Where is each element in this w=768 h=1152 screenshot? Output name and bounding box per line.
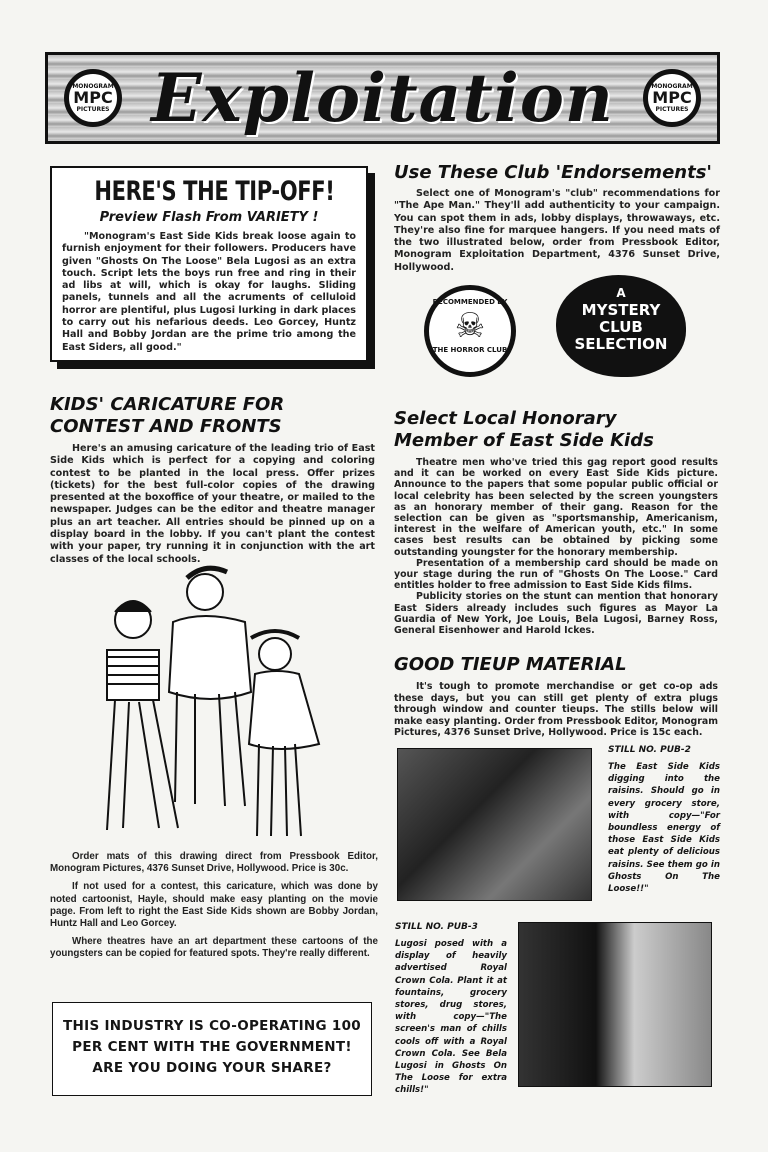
caricature-body — [50, 443, 375, 566]
caricature-drawing — [95, 562, 330, 847]
exploitation-banner — [45, 52, 720, 144]
club-body — [394, 188, 720, 274]
honorary-text: Theatre men who've tried this gag report good results and it can be worked on every East Side Kids picture. Announce to the papers that some popular public official or local celebrity has been selected by the screen youngsters as an honorary member of their gang. Reason for the selection can be given as "sportsmanship, Americanism, interest in the welfare of American youth, etc." In some cases best results can be obtained by picking some outstanding youngster for the honorary membership. — [394, 457, 718, 558]
still-pub-2-caption — [608, 745, 720, 895]
caricature-heading-1: KIDS' CARICATURE FOR — [50, 394, 285, 415]
mystery-text: MYSTERY — [581, 301, 661, 319]
honorary-section — [394, 408, 718, 636]
monogram-logo-left — [64, 69, 122, 127]
order-text: Order mats of this drawing direct from Pressbook Editor, Monogram Pictures, 4376 Sunset Drive, Hollywood. Price is 30c. — [50, 851, 378, 875]
contest-text: If not used for a contest, this caricature, which was done by noted cartoonist, Hayle, should make easy planting on the movie page. From left to right the East Side Kids shown are Bobby Jordan, Huntz Hall and Leo Gorcey. — [50, 881, 378, 930]
tipoff-heading: HERE'S THE TIP-OFF! — [94, 176, 335, 207]
mystery-text: A — [616, 286, 626, 300]
notice-line: PER CENT WITH THE GOVERNMENT! — [72, 1039, 352, 1055]
caricature-section — [50, 394, 375, 566]
tieup-section — [394, 654, 718, 739]
notice-line: ARE YOU DOING YOUR SHARE? — [92, 1060, 332, 1076]
club-heading: Use These Club 'Endorsements' — [394, 162, 712, 183]
mystery-text: SELECTION — [574, 335, 668, 353]
logo-text: MONOGRAM — [72, 83, 114, 90]
tieup-body — [394, 681, 718, 739]
tipoff-subheading: Preview Flash From VARIETY ! — [99, 210, 319, 225]
still-caption: The East Side Kids digging into the raisins. Should go in every grocery store, with copy—"For boundless energy of those East Side Kids eat plenty of delicious raisins. See them go in Ghosts On The Loose!!" — [608, 762, 720, 895]
monogram-logo-right — [643, 69, 701, 127]
caricature-text: Here's an amusing caricature of the leading trio of East Side Kids which is perfect for a copying and coloring contest to be planted in the local press. Offer prizes (tickets) for the best full-color copies of the drawing presented at the boxoffice of your theatre, or mailed to the newspaper. Judges can be the editor and theatre manager plus an art teacher. All entries should be pinned up on a display board in the lobby. If you can't plant the contest with your paper, try running it in conjunction with the art classes of the local schools. — [50, 443, 375, 565]
war-effort-notice — [52, 1002, 372, 1096]
art-text: Where theatres have an art department these cartoons of the youngsters can be copied for featured spots. They're really different. — [50, 936, 378, 960]
honorary-text: Presentation of a membership card should be made on your stage during the run of "Ghosts On The Loose." Card entitles holder to free admission to East Side Kids films. — [394, 557, 718, 592]
honorary-p1 — [394, 457, 718, 558]
skull-icon: ☠ — [454, 306, 486, 346]
still-pub-3-photo — [518, 922, 712, 1087]
still-label: STILL NO. PUB-3 — [395, 922, 478, 932]
honorary-p2 — [394, 558, 718, 592]
still-label: STILL NO. PUB-2 — [608, 745, 691, 755]
caricature-heading-2: CONTEST AND FRONTS — [50, 416, 282, 437]
tipoff-text: "Monogram's East Side Kids break loose again to furnish enjoyment for their followers. Producers have given "Ghosts On The Loose" Bela Lugosi as an extra touch. Script lets the boys run free and ring in their ad libs at will, which is okay for laughs. Sliding panels, tunnels and all the acruments of celluloid horror are plentiful, plus Lugosi lurking in dark places to carry out his nefarious deeds. Leo Gorcey, Huntz Hall and Bobby Jordan are the prime trio among the East Siders, all good." — [62, 231, 356, 353]
logo-text: PICTURES — [655, 106, 689, 113]
logo-text: PICTURES — [76, 106, 110, 113]
logo-text: MONOGRAM — [651, 83, 693, 90]
club-section — [394, 162, 720, 274]
mystery-text: CLUB — [599, 318, 643, 336]
mystery-club-badge — [556, 275, 686, 377]
figure-middle — [169, 568, 251, 806]
club-text: Select one of Monogram's "club" recommendations for "The Ape Man." They'll add authenticity to your campaign. You can spot them in ads, lobby displays, throwaways, etc. They're also fine for marquee hangers. If you need mats of the two illustrated below, order from Pressbook Editor, Monogram Exploitation Department, 4376 Sunset Drive, Hollywood. — [394, 188, 720, 273]
horror-club-badge — [424, 285, 516, 377]
tieup-text: It's tough to promote merchandise or get co-op ads these days, but you can still get plenty of extra plugs through window and counter tieups. The stills below will make easy planting. Order from Pressbook Editor, Monogram Pictures, 4376 Sunset Drive, Hollywood. Price is 15c each. — [394, 681, 718, 739]
notice-line: THIS INDUSTRY IS CO-OPERATING 100 — [63, 1018, 361, 1034]
honorary-p3 — [394, 591, 718, 636]
art-paragraph — [50, 936, 378, 960]
tipoff-body — [62, 231, 356, 354]
logo-mark: MPC — [652, 88, 692, 107]
order-paragraph — [50, 851, 378, 875]
honorary-heading-2: Member of East Side Kids — [394, 430, 654, 451]
tieup-heading: GOOD TIEUP MATERIAL — [394, 654, 627, 675]
logo-mark: MPC — [73, 88, 113, 107]
figure-right — [249, 631, 319, 836]
figure-left — [107, 601, 178, 830]
horror-club-top: RECOMMENDED BY — [432, 298, 508, 306]
tipoff-box — [50, 166, 368, 362]
still-pub-3-caption — [395, 922, 507, 1097]
caricature-notes — [50, 851, 378, 961]
still-caption: Lugosi posed with a display of heavily advertised Royal Crown Cola. Plant it at fountains, grocery stores, drug stores, with copy—"The screen's man of chills cools off with a Royal Crown Cola. See Bela Lugosi in Ghosts On The Loose for extra chills!" — [395, 939, 507, 1096]
still-pub-2-photo — [397, 748, 592, 901]
contest-paragraph — [50, 881, 378, 930]
honorary-text: Publicity stories on the stunt can mention that honorary East Siders already includes such figures as Mayor La Guardia of New York, Joe Louis, Bela Lugosi, Barney Ross, General Eisenhower and Harold Ickes. — [394, 591, 718, 637]
honorary-heading-1: Select Local Honorary — [394, 408, 617, 429]
horror-club-bottom: THE HORROR CLUB — [432, 346, 508, 354]
banner-title: Exploitation — [151, 59, 614, 137]
